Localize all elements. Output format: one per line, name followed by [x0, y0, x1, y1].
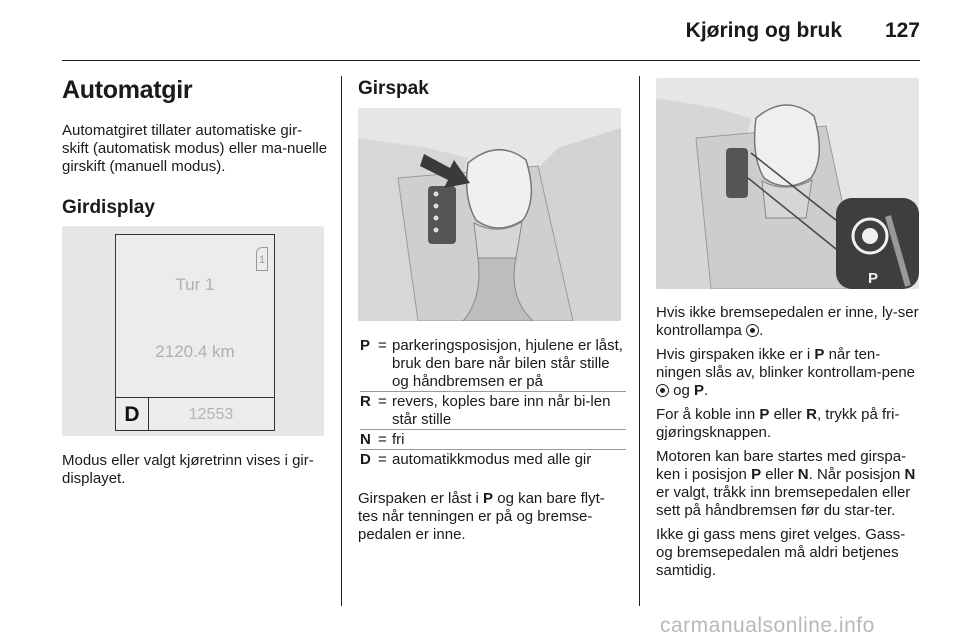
equals-sign: = — [378, 337, 387, 354]
gear-key: P — [751, 466, 762, 483]
page-number: 127 — [884, 19, 920, 42]
chapter-title: Kjøring og bruk — [685, 19, 842, 42]
indicator-dot — [434, 228, 439, 233]
text-run: . — [759, 322, 764, 339]
gear-key: N — [360, 431, 371, 448]
column-divider-2 — [639, 76, 640, 606]
subsection-heading: Girdisplay — [62, 197, 155, 218]
text-run: Hvis girspaken ikke er i — [656, 346, 815, 363]
control-lamp-icon — [746, 324, 759, 337]
trip-distance: 2120.4 km — [155, 342, 235, 361]
control-lamp-icon — [656, 384, 669, 397]
gear-description: parkeringsposisjon, hjulene er låst, bruk den bare når bilen står stille og håndbremsen er på — [392, 337, 623, 390]
indicator-dot — [434, 192, 439, 197]
intro-paragraph: Automatgiret tillater automatiske gir-skift (automatisk modus) eller ma-nuelle girskift (manuell modus). — [62, 122, 328, 175]
definition-row — [360, 449, 626, 469]
section-heading: Automatgir — [62, 76, 193, 104]
page-header — [62, 0, 920, 61]
gear-indicator-strip — [726, 148, 748, 198]
gear-description: automatikkmodus med alle gir — [392, 451, 592, 468]
paragraph-brake-lamp — [656, 304, 922, 340]
text-run: eller — [769, 406, 807, 423]
indicator-dot — [434, 216, 439, 221]
text-run: Hvis ikke bremsepedalen er inne, ly-ser kontrollampa — [656, 304, 919, 339]
text-run: og — [669, 382, 695, 399]
paragraph-engine-start — [656, 448, 922, 520]
column-divider-1 — [341, 76, 342, 606]
text-run: eller — [761, 466, 798, 483]
gear-key: D — [360, 451, 371, 468]
display-frame — [115, 234, 275, 431]
gear-description: fri — [392, 431, 405, 448]
release-button-illustration — [656, 78, 919, 289]
watermark: carmanualsonline.info — [660, 614, 875, 637]
text-run: For å koble inn — [656, 406, 760, 423]
equals-sign: = — [378, 431, 387, 448]
gear-definitions — [360, 336, 626, 469]
gear-key: P — [483, 490, 494, 507]
button-p-label: P — [868, 270, 879, 287]
text-run: og kan bare flyt-tes når tenningen er på og bremse-pedalen er inne. — [358, 490, 605, 543]
gear-indicator: D — [116, 398, 149, 431]
text-run: når ten-ningen slås av, blinker kontrollam-pene — [656, 346, 916, 381]
corner-indicator: 1 — [256, 247, 268, 271]
definition-row — [360, 336, 626, 391]
definition-row — [360, 429, 626, 449]
gear-description: revers, koples bare inn når bi-len står stille — [392, 393, 611, 428]
indicator-dot — [434, 204, 439, 209]
gear-indicator-strip — [428, 186, 456, 244]
text-run: Motoren kan bare startes med girspa-ken i posisjon — [656, 448, 907, 483]
gear-display-illustration — [62, 226, 324, 436]
gear-key: R — [360, 393, 371, 410]
release-button-drawing — [656, 78, 919, 289]
gear-key: R — [806, 406, 817, 423]
gear-key: P — [694, 382, 705, 399]
definition-row — [360, 391, 626, 429]
paragraph-release-button — [656, 406, 922, 442]
gear-key: N — [904, 466, 916, 483]
paragraph-no-throttle: Ikke gi gass mens giret velges. Gass- og bremsepedalen må aldri betjenes samtidig. — [656, 526, 906, 579]
equals-sign: = — [378, 451, 387, 468]
gear-key: P — [360, 337, 371, 354]
display-caption: Modus eller valgt kjøretrinn vises i gir-displayet. — [62, 452, 314, 487]
text-run: . Når posisjon — [808, 466, 905, 483]
text-run: er valgt, tråkk inn bremsepedalen eller sett på håndbremsen før du star-ter. — [656, 484, 911, 519]
trip-label: Tur 1 — [175, 275, 215, 294]
odometer-reading: 12553 — [188, 406, 234, 423]
column-release-info — [656, 304, 922, 580]
lock-paragraph — [358, 490, 624, 544]
text-run: . — [704, 382, 709, 399]
gear-knob — [467, 150, 532, 228]
gear-knob — [755, 105, 820, 186]
paragraph-ignition-off — [656, 346, 922, 400]
text-run: , trykk på fri-gjøringsknappen. — [656, 406, 900, 441]
brake-warning-icon-core — [862, 228, 878, 244]
column-automatgir — [62, 76, 328, 219]
gear-key: P — [814, 346, 825, 363]
gear-lever-drawing — [358, 108, 621, 321]
girspak-heading: Girspak — [358, 78, 429, 99]
gear-key: N — [797, 466, 809, 483]
display-bottom-row — [116, 397, 274, 431]
gear-key: P — [759, 406, 770, 423]
text-run: Girspaken er låst i — [358, 490, 484, 507]
gear-lever-illustration — [358, 108, 621, 321]
equals-sign: = — [378, 393, 387, 410]
